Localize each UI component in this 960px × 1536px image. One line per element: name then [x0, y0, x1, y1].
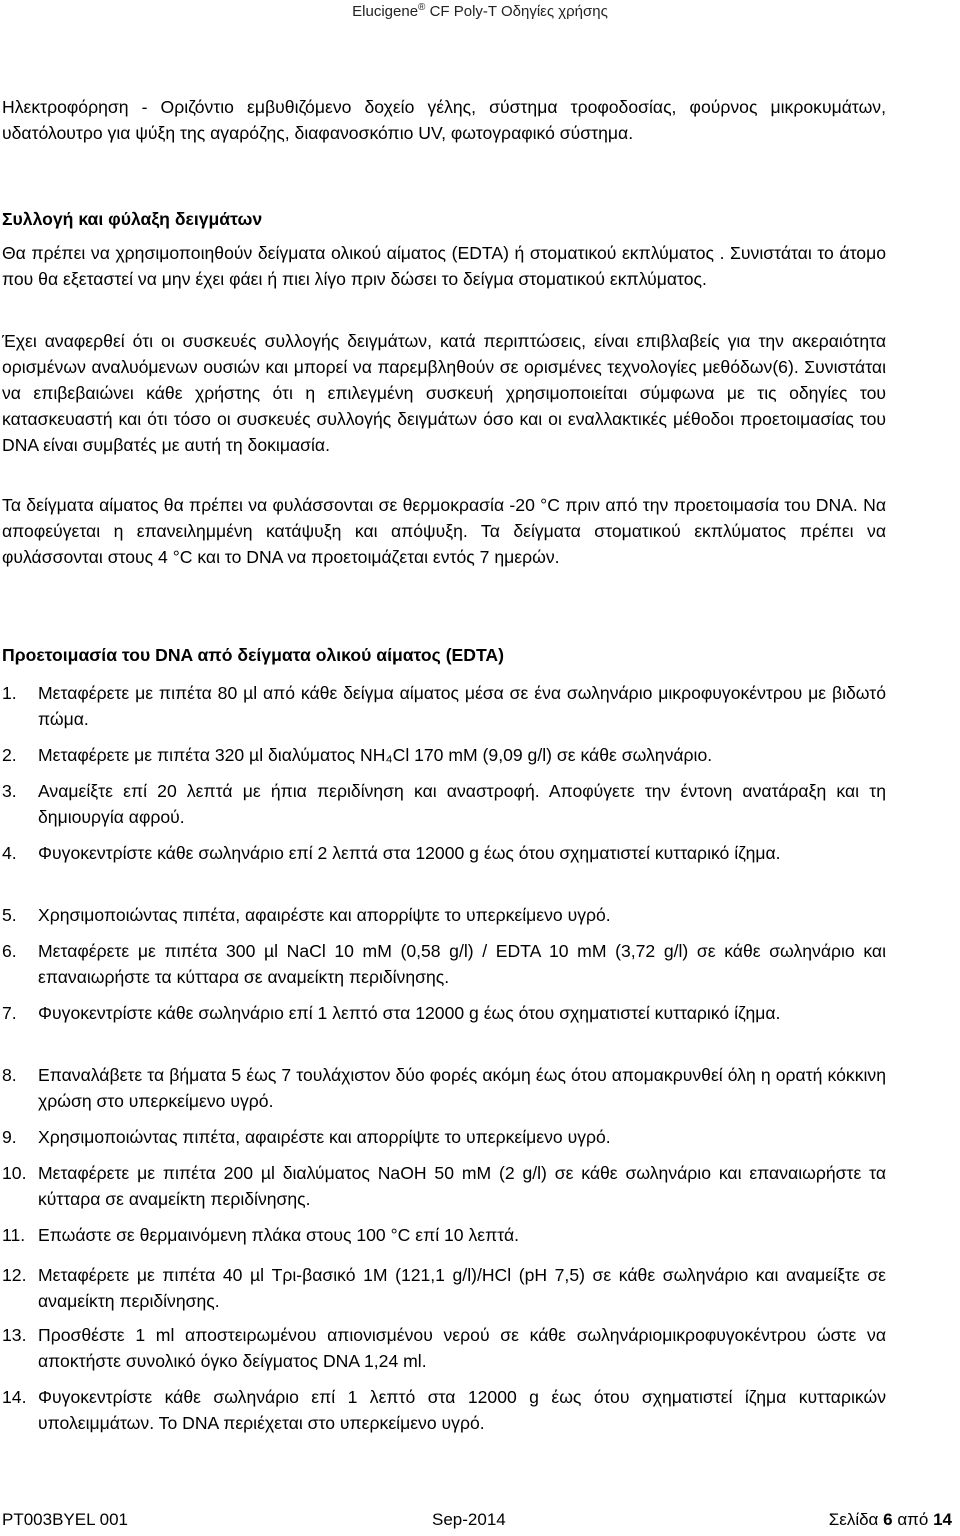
step-text: Φυγοκεντρίστε κάθε σωληνάριο επί 2 λεπτά στα 12000 g έως ότου σχηματιστεί κυτταρικό ίζημα. [38, 843, 781, 863]
step-text: Χρησιμοποιώντας πιπέτα, αφαιρέστε και απορρίψτε το υπερκείμενο υγρό. [38, 1127, 611, 1147]
intro-paragraph: Ηλεκτροφόρηση - Οριζόντιο εμβυθιζόμενο δοχείο γέλης, σύστημα τροφοδοσίας, φούρνος μικροκυμάτων, υδατόλουτρο για ψύξη της αγαρόζης, διαφανοσκόπιο UV, φωτογραφικό σύστημα. [2, 97, 886, 143]
step-number: 1. [2, 683, 17, 703]
step-item [2, 1062, 886, 1114]
sample-paragraph-1: Θα πρέπει να χρησιμοποιηθούν δείγματα ολικού αίματος (EDTA) ή στοματικού εκπλύματος . Συνιστάται το άτομο που θα εξεταστεί να μην έχει φάει ή πιει λίγο πριν δώσει το δείγμα στοματικού εκπλύματος. [2, 243, 886, 289]
step-item [2, 742, 886, 768]
step-item [2, 1222, 886, 1248]
step-text: Μεταφέρετε με πιπέτα 40 µl Τρι-βασικό 1M (121,1 g/l)/HCl (pH 7,5) σε κάθε σωληνάριο και αναμείξτε σε αναμείκτη περιδίνησης. [38, 1265, 886, 1311]
document-date: Sep-2014 [432, 1510, 506, 1529]
step-number: 6. [2, 941, 17, 961]
step-text: Μεταφέρετε με πιπέτα 300 µl NaCl 10 mM (0,58 g/l) / EDTA 10 mM (3,72 g/l) σε κάθε σωληνάριο και επαναιωρήστε τα κύτταρα σε αναμείκτη περιδίνησης. [38, 941, 886, 987]
step-text: Χρησιμοποιώντας πιπέτα, αφαιρέστε και απορρίψτε το υπερκείμενο υγρό. [38, 905, 611, 925]
step-text: Προσθέστε 1 ml αποστειρωμένου απιονισμένου νερού σε κάθε σωληνάριομικροφυγοκέντρου ώστε να αποκτήστε συνολικό όγκο δείγματος DNA 1,24 ml. [38, 1325, 886, 1371]
page-indicator [829, 1510, 952, 1530]
step-text: Φυγοκεντρίστε κάθε σωληνάριο επί 1 λεπτό στα 12000 g έως ότου σχηματιστεί κυτταρικό ίζημα. [38, 1003, 781, 1023]
step-number: 5. [2, 905, 17, 925]
registered-mark: ® [418, 2, 426, 13]
step-item [2, 1124, 886, 1150]
sample-paragraph-3: Τα δείγματα αίματος θα πρέπει να φυλάσσονται σε θερμοκρασία -20 °C πριν από την προετοιμασία του DNA. Να αποφεύγεται η επανειλημμένη κατάψυξη και απόψυξη. Τα δείγματα στοματικού εκπλύματος πρέπει να φυλάσσονται στους 4 °C και το DNA να προετοιμάζεται εντός 7 ημερών. [2, 495, 886, 567]
step-text: Μεταφέρετε με πιπέτα 80 µl από κάθε δείγμα αίματος μέσα σε ένα σωληνάριο μικροφυγοκέντρου με βιδωτό πώμα. [38, 683, 886, 729]
step-text: Επωάστε σε θερμαινόμενη πλάκα στους 100 °C επί 10 λεπτά. [38, 1225, 520, 1245]
step-number: 7. [2, 1003, 17, 1023]
page-number: 6 [883, 1510, 893, 1529]
document-code: PT003BYEL 001 [2, 1510, 129, 1529]
step-item [2, 840, 886, 866]
step-text: Μεταφέρετε με πιπέτα 200 µl διαλύματος NaOH 50 mM (2 g/l) σε κάθε σωληνάριο και επαναιωρήστε τα κύτταρα σε αναμείκτη περιδίνησης. [38, 1163, 886, 1209]
page-label: Σελίδα [828, 1510, 879, 1529]
page-total: 14 [933, 1510, 952, 1529]
step-item [2, 1322, 886, 1374]
header-title-suffix: CF Poly-T Οδηγίες χρήσης [425, 3, 608, 20]
section-heading-sample-collection: Συλλογή και φύλαξη δειγμάτων [2, 209, 263, 229]
step-number: 14. [2, 1387, 27, 1407]
step-item [2, 1160, 886, 1212]
step-text: Φυγοκεντρίστε κάθε σωληνάριο επί 1 λεπτό στα 12000 g έως ότου σχηματιστεί ίζημα κυτταρικών υπολειμμάτων. Το DNA περιέχεται στο υπερκείμενο υγρό. [38, 1387, 886, 1433]
step-item [2, 680, 886, 732]
section-heading-dna-preparation: Προετοιμασία του DNA από δείγματα ολικού αίματος (EDTA) [2, 645, 504, 665]
step-number: 2. [2, 745, 17, 765]
step-text: Αναμείξτε επί 20 λεπτά με ήπια περιδίνηση και αναστροφή. Αποφύγετε την έντονη ανατάραξη και τη δημιουργία αφρού. [38, 781, 886, 827]
step-item [2, 778, 886, 830]
step-item [2, 902, 886, 928]
step-number: 10. [2, 1163, 27, 1183]
step-item [2, 1384, 886, 1436]
step-item [2, 1262, 886, 1314]
step-item [2, 938, 886, 990]
step-number: 9. [2, 1127, 17, 1147]
of-label: από [897, 1510, 929, 1529]
step-number: 12. [2, 1265, 27, 1285]
step-text: Επαναλάβετε τα βήματα 5 έως 7 τουλάχιστον δύο φορές ακόμη έως ότου απομακρυνθεί όλη η ορατή κόκκινη χρώση στο υπερκείμενο υγρό. [38, 1065, 886, 1111]
step-number: 13. [2, 1325, 27, 1345]
step-item [2, 1000, 886, 1026]
sample-paragraph-2: Έχει αναφερθεί ότι οι συσκευές συλλογής δειγμάτων, κατά περιπτώσεις, είναι επιβλαβείς για την ακεραιότητα ορισμένων αναλυόμενων ουσιών και μπορεί να παρεμβληθούν σε ορισμένες τεχνολογίες μεθόδων(6). Συνιστάται να επιβεβαιώνει κάθε χρήστης ότι η επιλεγμένη συσκευή χρησιμοποιείται σύμφωνα με τις οδηγίες του κατασκευαστή και ότι τόσο οι συσκευές συλλογής δειγμάτων όσο και οι εναλλακτικές μέθοδοι προετοιμασίας του DNA είναι συμβατές με αυτή τη δοκιμασία. [2, 331, 886, 455]
header-title-prefix: Elucigene [352, 3, 419, 20]
step-text: Μεταφέρετε με πιπέτα 320 µl διαλύματος NH₄Cl 170 mM (9,09 g/l) σε κάθε σωληνάριο. [38, 745, 713, 765]
step-number: 4. [2, 843, 17, 863]
page-header [0, 2, 960, 20]
step-number: 3. [2, 781, 17, 801]
step-number: 11. [2, 1225, 26, 1245]
step-number: 8. [2, 1065, 17, 1085]
